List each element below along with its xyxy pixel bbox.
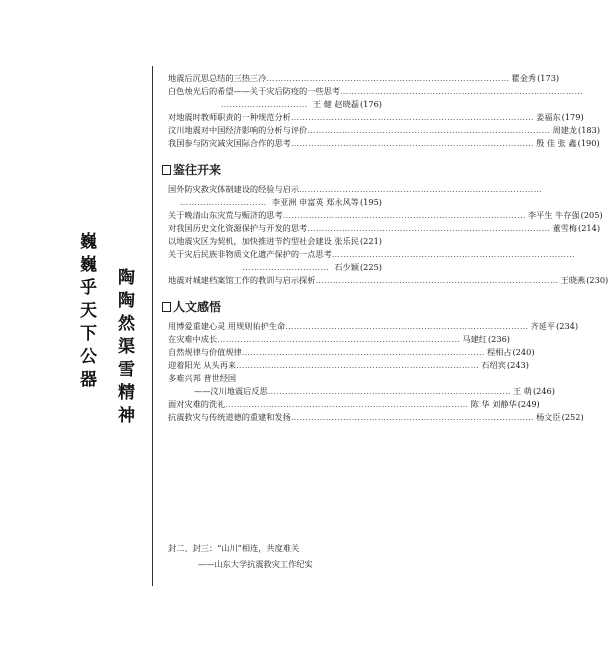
- leader-dots: …………………………………………………………………………: [225, 399, 469, 409]
- entry-page: (252): [561, 412, 584, 422]
- toc-entry[interactable]: [168, 124, 601, 137]
- toc-entry[interactable]: [168, 398, 540, 411]
- entry-title: 面对灾难的洗礼: [168, 399, 226, 409]
- entry-page: (236): [487, 334, 510, 344]
- toc-entry[interactable]: [168, 385, 555, 398]
- leader-dots: …………………………………………………………………………: [236, 360, 480, 370]
- toc-entry[interactable]: [168, 111, 584, 124]
- leader-dots: …………………………………………………………………………: [267, 386, 511, 396]
- entry-author: 齐延平: [530, 321, 556, 331]
- leader-dots: …………………………………………………………………………: [217, 334, 461, 344]
- entry-page: (221): [359, 236, 382, 246]
- leader-dots: …………………………………………………………………………: [331, 249, 576, 259]
- entry-page: (230): [586, 275, 608, 285]
- section-title: [162, 301, 382, 314]
- entry-title: 关于灾后民族非物质文化遗产保护的一点思考: [168, 249, 332, 259]
- leader-dots: …………………………………………………………………………: [307, 223, 551, 233]
- entry-page: (179): [561, 112, 584, 122]
- leader-dots: …………………………………………………………………………: [339, 86, 584, 96]
- entry-author: 李平生 牛存强: [527, 210, 580, 220]
- entry-author: 王 萌: [512, 386, 532, 396]
- entry-author: 张乐民: [334, 236, 359, 246]
- entry-page: (225): [359, 262, 382, 272]
- leader-dots: …………………………: [220, 99, 311, 109]
- entry-title: 在灾难中成长: [168, 334, 218, 344]
- entry-page: (214): [578, 223, 601, 233]
- entry-page: (205): [580, 210, 603, 220]
- leader-dots: …………………………………………………………………………: [285, 321, 529, 331]
- footer-note: [168, 540, 313, 572]
- entry-title: 地震对城建档案馆工作的教训与启示探析: [168, 275, 316, 285]
- entry-title: 关于晚清山东灾荒与赈济的思考: [168, 210, 283, 220]
- entry-author: 李亚洲 申富英 郑永风等: [271, 197, 359, 207]
- entry-page: (183): [578, 125, 601, 135]
- footer-line-2: ——山东大学抗震救灾工作纪实: [198, 559, 313, 569]
- entry-page: (190): [577, 138, 600, 148]
- leader-dots: …………………………: [179, 197, 270, 207]
- leader-dots: …………………………: [242, 262, 333, 272]
- entry-author: 周建龙: [552, 125, 578, 135]
- entry-title: 多难兴邦 普世经国: [168, 373, 237, 383]
- toc-entry[interactable]: [168, 72, 560, 85]
- entry-author: 马建红: [462, 334, 487, 344]
- entry-title: 国外防灾救灾体制建设的经验与启示: [168, 184, 300, 194]
- section-title-text: 鉴往开来: [173, 163, 222, 177]
- calligraphy-left: 巍巍乎天下公器: [76, 232, 96, 393]
- entry-page: (243): [506, 360, 529, 370]
- leader-dots: …………………………………………………………………………: [290, 112, 535, 122]
- entry-page: (195): [359, 197, 382, 207]
- entry-title: 用博爱重建心灵 用规则佑护生命: [168, 321, 286, 331]
- toc-entry[interactable]: [168, 85, 584, 111]
- leader-dots: …………………………………………………………………………: [315, 275, 559, 285]
- entry-title: 抗震救灾与传统道德的重建和发扬: [168, 412, 291, 422]
- entry-title: 迎着阳光 从头再来: [168, 360, 237, 370]
- entry-page: (173): [537, 73, 560, 83]
- entry-author: 姜福东: [536, 112, 561, 122]
- leader-dots: …………………………………………………………………………: [290, 412, 535, 422]
- leader-dots: …………………………………………………………………………: [266, 73, 510, 83]
- leader-dots: …………………………………………………………………………: [290, 138, 535, 148]
- entry-page: (246): [532, 386, 555, 396]
- toc-entry[interactable]: [168, 346, 535, 359]
- entry-title: 对地震时教师职责的一种规范分析: [168, 112, 291, 122]
- footer-line-1: 封二、封三：“山川”相连，共度难关: [168, 543, 300, 553]
- leader-dots: …………………………………………………………………………: [299, 184, 543, 194]
- entry-title: 白色烛光后的希望——关于灾后防疫的一些思考: [168, 86, 340, 96]
- entry-page: (240): [512, 347, 535, 357]
- section-title: [162, 164, 382, 177]
- toc-entry[interactable]: [168, 274, 608, 287]
- calligraphy-right: 陶陶然渠雪精神: [114, 268, 134, 429]
- entry-title: 以地震灾区为契机，加快推进节约型社会建设: [168, 236, 332, 246]
- entry-author: 董雪梅: [552, 223, 578, 233]
- entry-title: 地震后沉思总结的三热三冷: [168, 73, 267, 83]
- toc-entry[interactable]: [168, 209, 603, 222]
- toc-entry[interactable]: [168, 183, 543, 209]
- entry-author: 王 健 赵晓磊: [312, 99, 359, 109]
- entry-author: 石少颖: [334, 262, 359, 272]
- toc-entry[interactable]: [168, 248, 576, 274]
- toc-entry[interactable]: [168, 411, 584, 424]
- entry-page: (176): [359, 99, 382, 109]
- toc-entry[interactable]: [168, 137, 600, 150]
- toc-entry[interactable]: [168, 320, 579, 333]
- entry-title: 汶川地震对中国经济影响的分析与评价: [168, 125, 308, 135]
- toc-entry[interactable]: [168, 222, 601, 235]
- toc-entry[interactable]: [168, 235, 382, 248]
- entry-title: 对我国历史文化资源保护与开发的思考: [168, 223, 308, 233]
- entry-author: 石绍宾: [481, 360, 506, 370]
- entry-author: 殷 佳 张 鑫: [536, 138, 577, 148]
- entry-author: 瞿金秀: [511, 73, 537, 83]
- entry-page: (249): [517, 399, 540, 409]
- section-box-icon: [162, 165, 171, 175]
- leader-dots: …………………………………………………………………………: [282, 210, 526, 220]
- vertical-divider: [152, 66, 153, 586]
- toc-entry[interactable]: [168, 359, 529, 372]
- section-box-icon: [162, 302, 171, 312]
- entry-author: 王晓燕: [560, 275, 586, 285]
- entry-author: 程相占: [486, 347, 512, 357]
- leader-dots: …………………………………………………………………………: [307, 125, 551, 135]
- leader-dots: [332, 235, 333, 248]
- entry-page: (234): [556, 321, 579, 331]
- entry-title: ——汶川地震后反思: [194, 386, 268, 396]
- toc-entry[interactable]: [168, 333, 510, 346]
- entry-author: 陈 华 刘静华: [470, 399, 517, 409]
- entry-title: 自然规律与价值规律: [168, 347, 242, 357]
- table-of-contents: [168, 72, 608, 424]
- leader-dots: …………………………………………………………………………: [241, 347, 485, 357]
- entry-title: 我国参与防灾减灾国际合作的思考: [168, 138, 291, 148]
- entry-author: 杨文臣: [536, 412, 561, 422]
- section-title-text: 人文感悟: [173, 300, 222, 314]
- toc-entry[interactable]: [168, 372, 382, 385]
